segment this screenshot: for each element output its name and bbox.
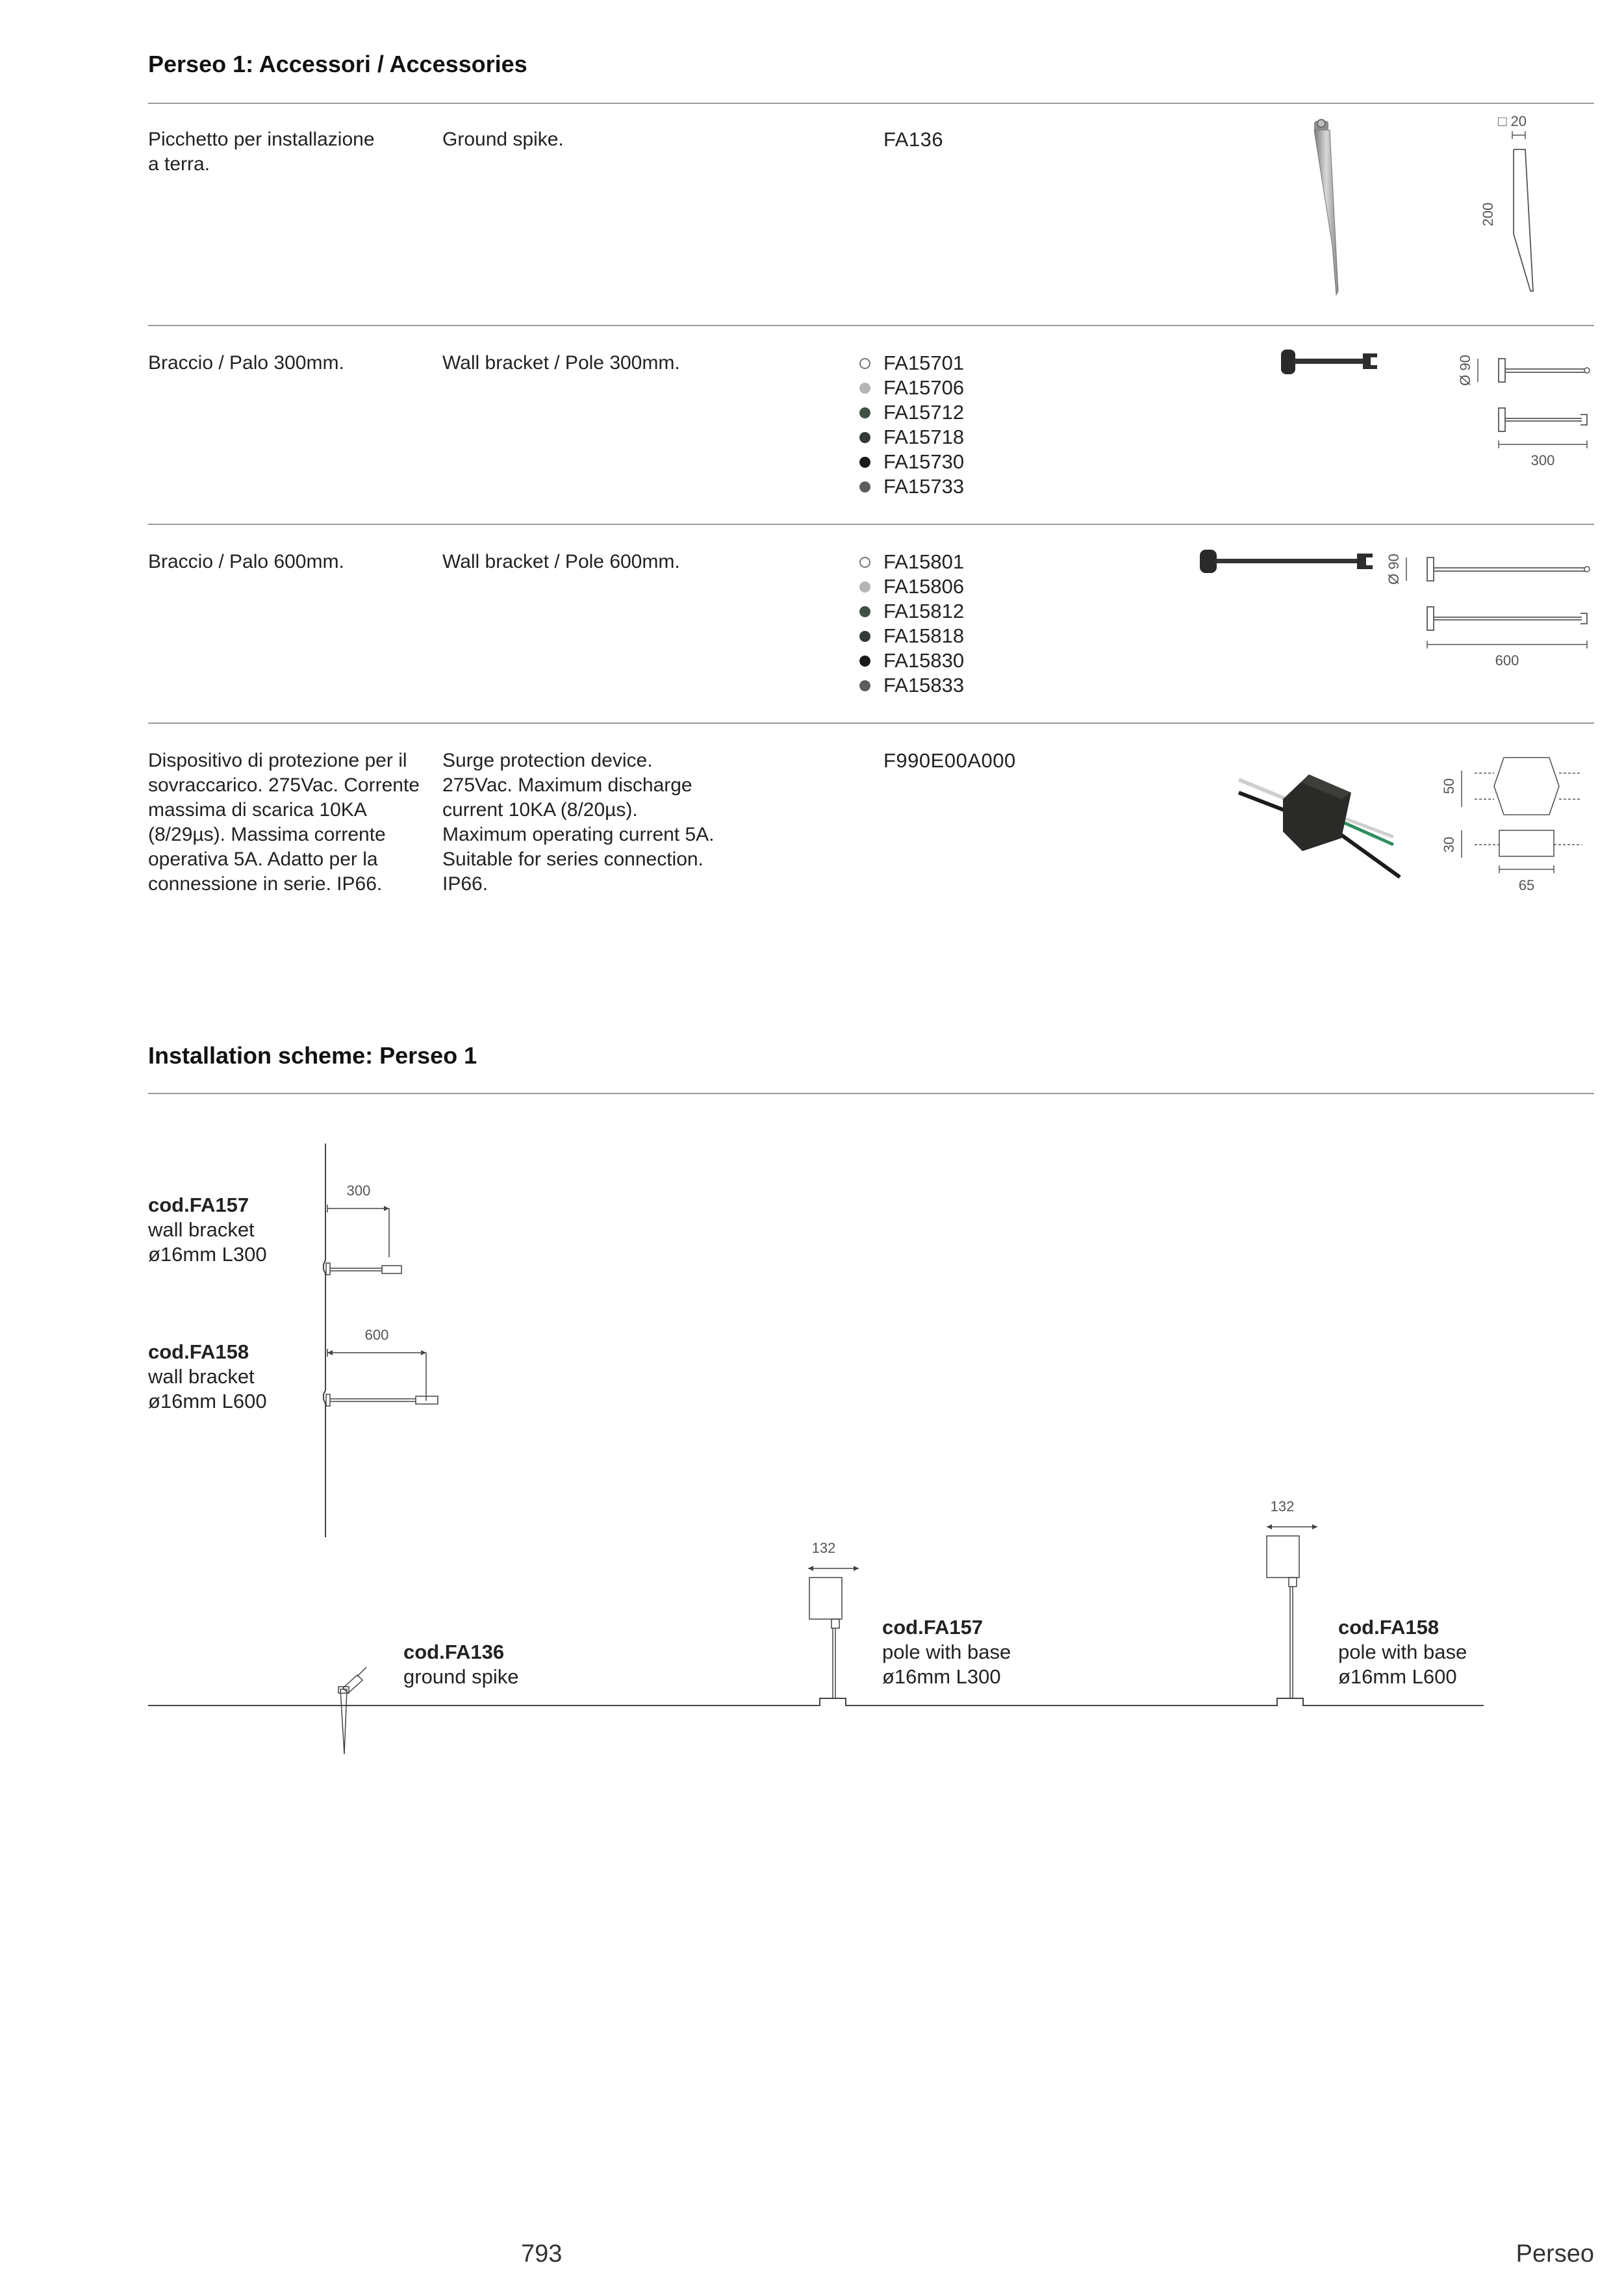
bracket-300-length-dim: 300 xyxy=(1530,452,1555,468)
finish-swatch xyxy=(859,581,870,593)
finish-swatch xyxy=(859,656,870,667)
divider xyxy=(148,325,1594,326)
divider xyxy=(148,524,1594,525)
row-2-description-en: Wall bracket / Pole 300mm. xyxy=(442,352,680,374)
wall-bracket-600-dimension-drawing xyxy=(1387,543,1608,673)
row-1-description-en: Ground spike. xyxy=(442,129,564,150)
finish-swatch xyxy=(859,457,870,468)
bracket-600-diameter-dim: Ø 90 xyxy=(1386,554,1402,585)
label-line: ø16mm L300 xyxy=(882,1665,1001,1688)
divider xyxy=(148,1093,1594,1094)
bracket-300-diameter-dim: Ø 90 xyxy=(1457,355,1473,386)
product-family: Perseo xyxy=(1516,2240,1594,2268)
spike-square-dim: □ 20 xyxy=(1498,113,1527,129)
label-code: cod.FA158 xyxy=(1338,1616,1440,1639)
variant-item: FA15833 xyxy=(859,673,964,698)
page-number: 793 xyxy=(521,2240,563,2268)
finish-swatch xyxy=(859,358,870,369)
label-code: cod.FA157 xyxy=(148,1194,249,1216)
pole-300-dim: 132 xyxy=(811,1540,836,1556)
label-line: ø16mm L300 xyxy=(148,1243,267,1266)
wall-bracket-300-dimension-drawing xyxy=(1458,344,1608,474)
label-line: pole with base xyxy=(882,1641,1011,1663)
bracket-600-length-dim: 600 xyxy=(1495,652,1519,669)
label-wall-bracket-300 xyxy=(148,1193,267,1267)
label-line: ground spike xyxy=(403,1665,519,1688)
label-line: pole with base xyxy=(1338,1641,1467,1663)
variant-item: FA15812 xyxy=(859,599,964,624)
wall-bracket-300-dim: 300 xyxy=(346,1182,371,1199)
variant-item: FA15818 xyxy=(859,624,964,648)
wall-installation-drawing xyxy=(312,1143,481,1546)
pole-600-dim: 132 xyxy=(1270,1498,1295,1514)
variant-item: FA15718 xyxy=(859,425,964,450)
variant-item: FA15801 xyxy=(859,550,964,574)
surge-height-bottom-dim: 30 xyxy=(1441,836,1457,853)
variant-item: FA15706 xyxy=(859,376,964,400)
label-line: wall bracket xyxy=(148,1365,255,1388)
wall-bracket-600-photo xyxy=(1199,544,1380,583)
finish-swatch xyxy=(859,481,870,492)
variant-item: FA15806 xyxy=(859,574,964,599)
variant-list-300 xyxy=(859,351,964,499)
label-ground-spike xyxy=(403,1640,519,1689)
row-4-code: F990E00A000 xyxy=(883,749,1016,772)
surge-protector-dimension-drawing xyxy=(1436,747,1598,897)
finish-swatch xyxy=(859,631,870,642)
row-4-description-it: Dispositivo di protezione per il sovraccarico. 275Vac. Corrente massima di scarica 10KA (8/29µs). Massima corrente operativa 5A. Adatto per la connessione in serie. IP66. xyxy=(148,750,420,895)
variant-item: FA15712 xyxy=(859,400,964,425)
label-wall-bracket-600 xyxy=(148,1340,267,1414)
ground-spike-photo xyxy=(1302,116,1361,298)
row-4-description-en: Surge protection device. 275Vac. Maximum discharge current 10KA (8/20µs). Maximum operating current 5A. Suitable for series connection. IP66. xyxy=(442,750,715,895)
ground-spike-dimension-drawing xyxy=(1468,110,1572,299)
row-1-description-it: Picchetto per installazione a terra. xyxy=(148,129,375,175)
wall-bracket-600-dim: 600 xyxy=(364,1327,389,1343)
surge-height-top-dim: 50 xyxy=(1441,778,1457,795)
label-pole-300 xyxy=(882,1615,1011,1689)
row-3-description-en: Wall bracket / Pole 600mm. xyxy=(442,551,680,572)
variant-item: FA15701 xyxy=(859,351,964,376)
finish-swatch xyxy=(859,606,870,617)
finish-swatch xyxy=(859,383,870,394)
surge-protector-photo xyxy=(1237,760,1406,884)
section-title-installation: Installation scheme: Perseo 1 xyxy=(148,1042,477,1069)
wall-bracket-300-photo xyxy=(1280,344,1384,383)
label-line: wall bracket xyxy=(148,1218,255,1241)
label-line: ø16mm L600 xyxy=(1338,1665,1457,1688)
variant-item: FA15730 xyxy=(859,450,964,474)
finish-swatch xyxy=(859,557,870,568)
label-line: ø16mm L600 xyxy=(148,1390,267,1412)
finish-swatch xyxy=(859,432,870,443)
ground-installation-drawing xyxy=(148,1498,1493,1767)
variant-item: FA15830 xyxy=(859,648,964,673)
row-1-code: FA136 xyxy=(883,128,944,151)
finish-swatch xyxy=(859,407,870,418)
surge-width-dim: 65 xyxy=(1518,877,1535,893)
divider xyxy=(148,103,1594,104)
finish-swatch xyxy=(859,680,870,691)
spike-height-dim: 200 xyxy=(1480,202,1496,227)
label-code: cod.FA158 xyxy=(148,1340,249,1363)
label-code: cod.FA136 xyxy=(403,1641,505,1663)
variant-item: FA15733 xyxy=(859,474,964,499)
divider xyxy=(148,722,1594,724)
label-code: cod.FA157 xyxy=(882,1616,983,1639)
label-pole-600 xyxy=(1338,1615,1467,1689)
row-3-description-it: Braccio / Palo 600mm. xyxy=(148,551,344,572)
variant-list-600 xyxy=(859,550,964,698)
row-2-description-it: Braccio / Palo 300mm. xyxy=(148,352,344,374)
section-title-accessories: Perseo 1: Accessori / Accessories xyxy=(148,51,527,77)
